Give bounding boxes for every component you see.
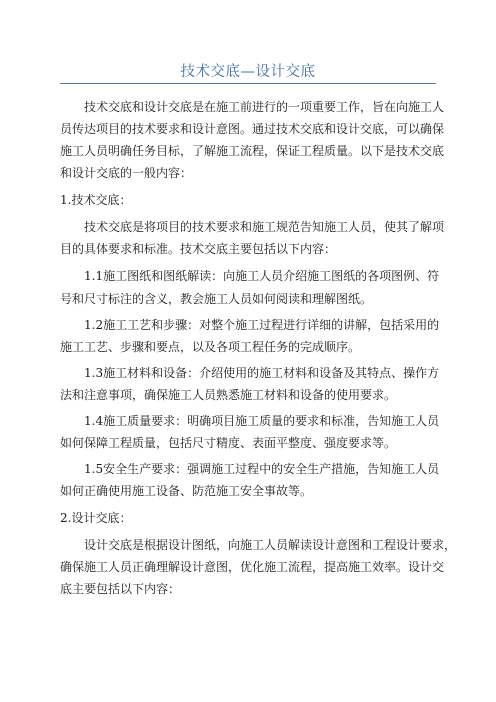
body-text-line: 2.设计交底： [60,511,132,525]
title-underline [60,83,436,84]
body-text-line: 如何保障工程质量，包括尺寸精度、表面平整度、强度要求等。 [60,436,397,450]
body-text-line: 确保施工人员正确理解设计意图，优化施工流程，提高施工效率。设计交 [60,560,445,574]
document-title: 技术交底—设计交底 [180,64,316,80]
body-text-line: 如何正确使用施工设备、防范施工安全事故等。 [60,484,313,498]
body-text-line: 1.4施工质量要求：明确项目施工质量的要求和标准，告知施工人员 [84,414,440,428]
body-text-line: 施工工艺、步骤和要点，以及各项工程任务的完成顺序。 [60,340,361,354]
body-text-line: 1.技术交底： [60,193,132,207]
body-text-line: 底主要包括以下内容： [60,582,181,596]
body-text-line: 技术交底是将项目的技术要求和施工规范告知施工人员，使其了解项 [84,220,445,234]
body-text-line: 员传达项目的技术要求和设计意图。通过技术交底和设计交底，可以确保 [60,122,445,136]
body-text-line: 1.2施工工艺和步骤：对整个施工过程进行详细的讲解，包括采用的 [84,318,440,332]
body-text-line: 1.3施工材料和设备：介绍使用的施工材料和设备及其特点、操作方 [84,366,440,380]
body-text-line: 1.1施工图纸和图纸解读：向施工人员介绍施工图纸的各项图例、符 [84,269,440,283]
body-text-line: 和设计交底的一般内容： [60,166,193,180]
body-text-line: 技术交底和设计交底是在施工前进行的一项重要工作，旨在向施工人 [84,100,445,114]
body-text-line: 号和尺寸标注的含义，教会施工人员如何阅读和理解图纸。 [60,292,373,306]
body-text-line: 法和注意事项，确保施工人员熟悉施工材料和设备的使用要求。 [60,388,397,402]
body-text-line: 设计交底是根据设计图纸，向施工人员解读设计意图和工程设计要求， [84,538,457,552]
body-text-line: 施工人员明确任务目标，了解施工流程，保证工程质量。以下是技术交底 [60,144,445,158]
body-text-line: 目的具体要求和标准。技术交底主要包括以下内容： [60,242,337,256]
body-text-line: 1.5安全生产要求：强调施工过程中的安全生产措施，告知施工人员 [84,462,440,476]
